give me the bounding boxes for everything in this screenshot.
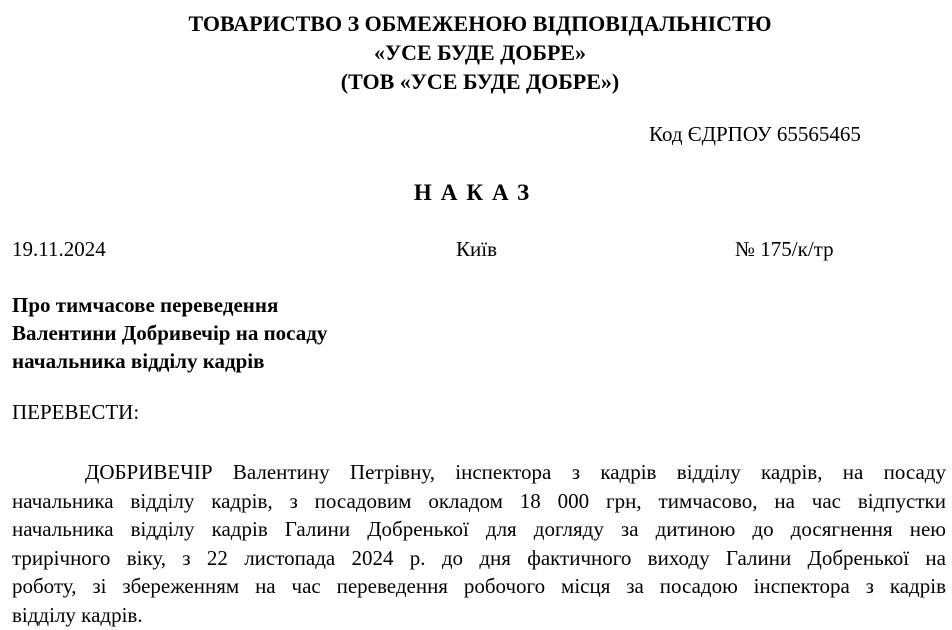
- company-name-line: ТОВАРИСТВО З ОБМЕЖЕНОЮ ВІДПОВІДАЛЬНІСТЮ: [188, 11, 772, 36]
- transfer-heading: ПЕРЕВЕСТИ:: [12, 400, 140, 424]
- body-line: роботу, зі збереженням на час переведення робочого місця за посадою інспектора з кадрів: [12, 574, 946, 599]
- order-number: № 175/к/тр: [735, 237, 834, 261]
- body-line: начальника відділу кадрів Галини Добренької для догляду за дитиною до досягнення нею: [12, 517, 946, 542]
- order-title: НАКАЗ: [413, 180, 539, 205]
- body-line: відділу кадрів.: [12, 602, 143, 627]
- order-subject: [12, 291, 327, 375]
- subject-line: Про тимчасове переведення: [12, 293, 279, 317]
- company-brand-line: «УСЕ БУДЕ ДОБРЕ»: [373, 40, 587, 65]
- company-short-name: (ТОВ «УСЕ БУДЕ ДОБРЕ»): [340, 69, 620, 94]
- body-line: начальника відділу кадрів, з посадовим окладом 18 000 грн, тимчасово, на час відпустки: [12, 488, 946, 513]
- subject-line: Валентини Добривечір на посаду: [12, 321, 328, 345]
- body-line: ДОБРИВЕЧІР Валентину Петрівну, інспектора з кадрів відділу кадрів, на посаду: [85, 460, 946, 484]
- edrpou-code: Код ЄДРПОУ 65565465: [649, 122, 861, 146]
- subject-line: начальника відділу кадрів: [12, 349, 265, 373]
- body-line: трирічного віку, з 22 листопада 2024 р. до дня фактичного виходу Галини Добренької на: [12, 545, 946, 570]
- order-date: 19.11.2024: [12, 237, 106, 261]
- order-body: [12, 458, 946, 630]
- company-header: [0, 9, 952, 96]
- order-city: Київ: [456, 237, 497, 261]
